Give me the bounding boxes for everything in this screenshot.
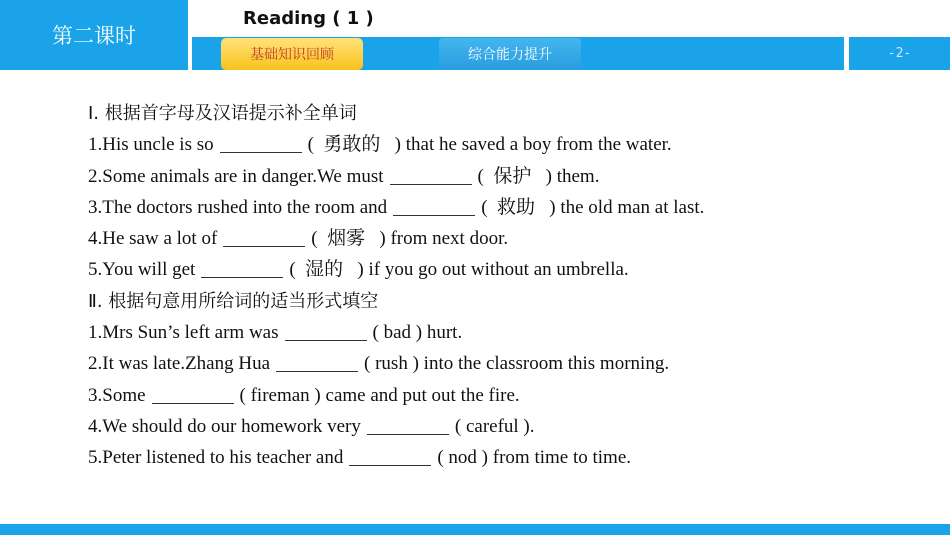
- exercise-item: [88, 411, 928, 442]
- item-text: that he saved a boy from the water.: [401, 134, 672, 156]
- answer-blank[interactable]: [367, 414, 449, 435]
- lesson-label: 第二课时: [0, 0, 188, 70]
- answer-blank[interactable]: [223, 226, 305, 247]
- item-text: 3.Some: [88, 384, 146, 406]
- item-text: 2.It was late.Zhang Hua: [88, 353, 271, 375]
- exercise-item: [88, 254, 928, 285]
- item-text: 5.Peter listened to his teacher and: [88, 447, 344, 469]
- item-text: 2.Some animals are in danger.We must: [88, 165, 384, 187]
- item-hint: ( 救助 ): [481, 196, 556, 218]
- exercise-item: [88, 442, 928, 473]
- answer-blank[interactable]: [285, 320, 367, 341]
- exercise-item: [88, 129, 928, 160]
- item-text: the old man at last.: [555, 196, 705, 218]
- exercise-content: [88, 98, 928, 474]
- item-hint: ( 湿的 ): [289, 259, 364, 281]
- exercise-item: [88, 161, 928, 192]
- footer-bar: [0, 524, 950, 535]
- item-hint: ( fireman ): [239, 384, 321, 406]
- answer-blank[interactable]: [201, 257, 283, 278]
- answer-blank[interactable]: [152, 383, 234, 404]
- item-hint: ( careful ): [454, 415, 530, 437]
- exercise-item: [88, 223, 928, 254]
- answer-blank[interactable]: [393, 195, 475, 216]
- item-text: if you go out without an umbrella.: [363, 259, 629, 281]
- exercise-item: [88, 380, 928, 411]
- page-number: -2-: [849, 37, 950, 70]
- item-text: 4.We should do our homework very: [88, 415, 361, 437]
- item-text: into the classroom this morning.: [418, 353, 670, 375]
- item-text: from next door.: [385, 228, 509, 250]
- item-text: from time to time.: [488, 447, 632, 469]
- answer-blank[interactable]: [390, 164, 472, 185]
- item-hint: ( nod ): [437, 447, 489, 469]
- page-title: Reading ( 1 ): [243, 8, 374, 29]
- item-text: 3.The doctors rushed into the room and: [88, 196, 388, 218]
- item-hint: ( 保护 ): [477, 165, 552, 187]
- item-hint: ( bad ): [372, 322, 423, 344]
- section-1-title: Ⅰ. 根据首字母及汉语提示补全单词: [88, 103, 357, 124]
- item-text: 4.He saw a lot of: [88, 228, 218, 250]
- item-text: .: [529, 415, 535, 437]
- item-hint: ( 烟雾 ): [311, 228, 386, 250]
- item-text: 1.His uncle is so: [88, 134, 214, 156]
- item-hint: ( 勇敢的 ): [307, 134, 402, 156]
- item-text: came and put out the fire.: [320, 384, 520, 406]
- item-text: 5.You will get: [88, 259, 196, 281]
- section-2-title: Ⅱ. 根据句意用所给词的适当形式填空: [88, 290, 379, 312]
- tab-basic-review[interactable]: 基础知识回顾: [221, 38, 363, 70]
- tab-comprehensive[interactable]: 综合能力提升: [439, 38, 581, 69]
- exercise-item: [88, 348, 928, 379]
- answer-blank[interactable]: [220, 132, 302, 153]
- answer-blank[interactable]: [349, 445, 431, 466]
- exercise-item: [88, 192, 928, 223]
- exercise-item: [88, 317, 928, 348]
- item-text: hurt.: [422, 322, 463, 344]
- item-hint: ( rush ): [364, 353, 419, 375]
- answer-blank[interactable]: [276, 351, 358, 372]
- item-text: them.: [551, 165, 600, 187]
- item-text: 1.Mrs Sun’s left arm was: [88, 322, 279, 344]
